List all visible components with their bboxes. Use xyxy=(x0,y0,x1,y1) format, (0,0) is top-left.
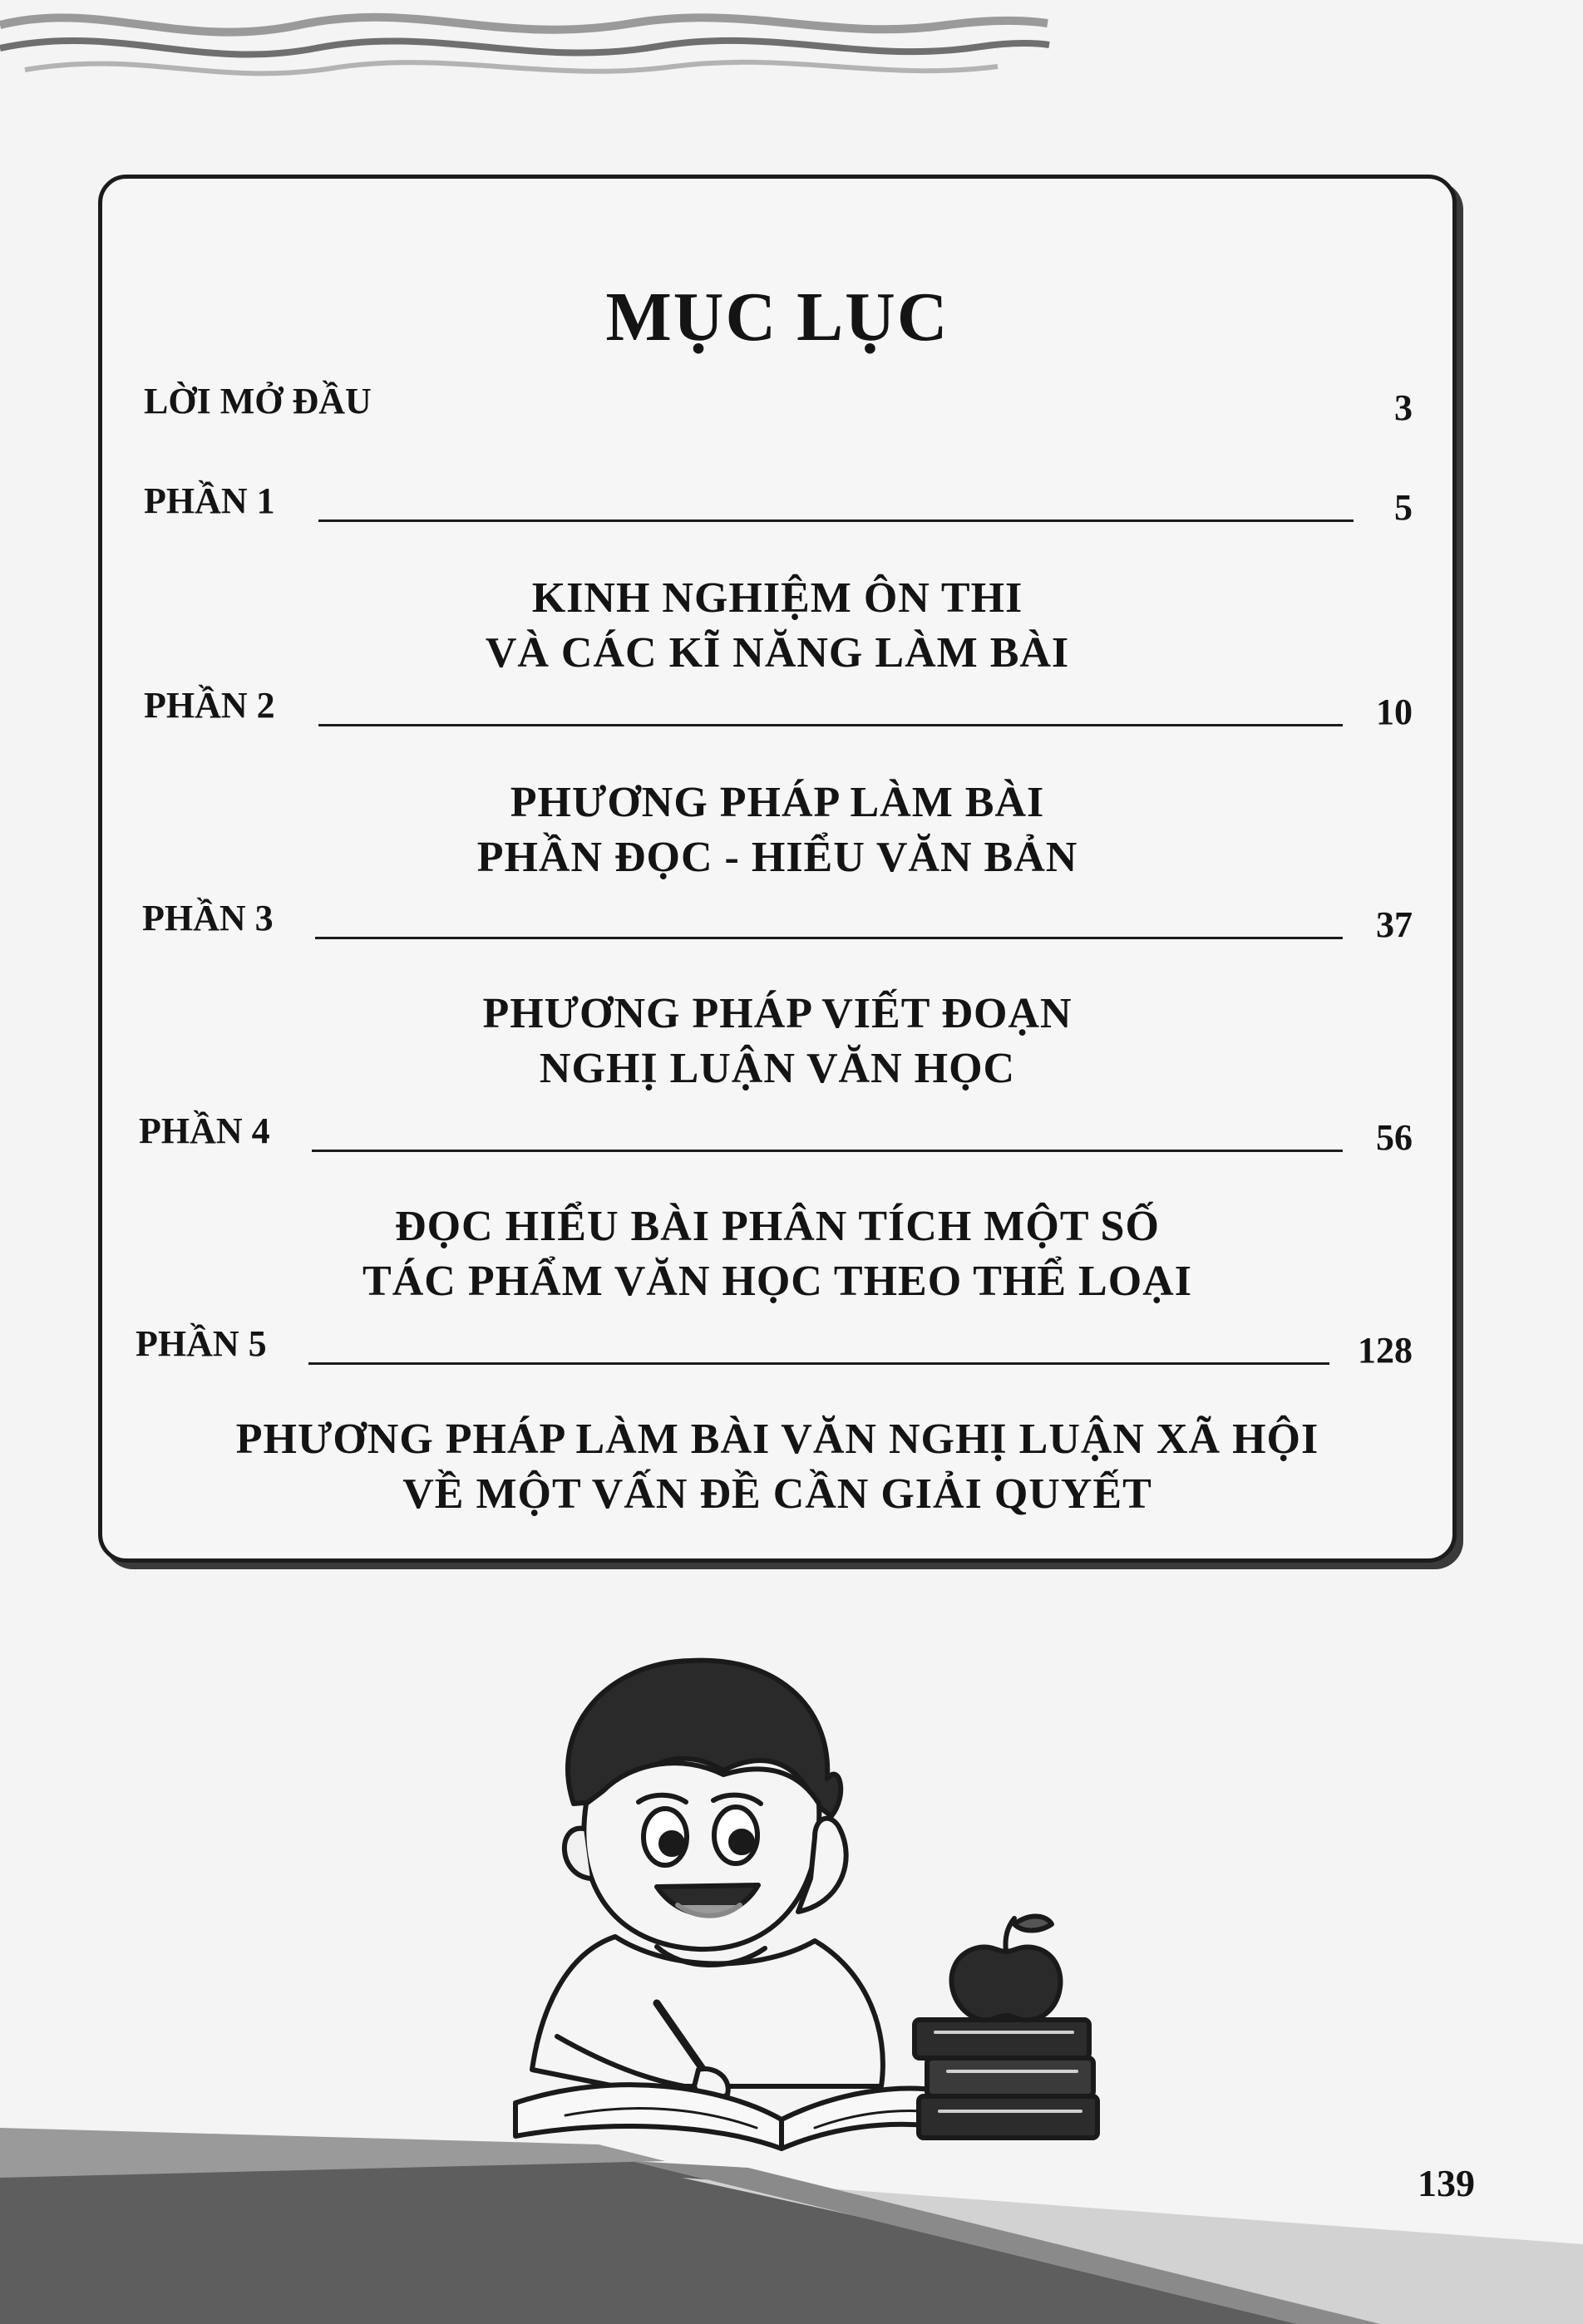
toc-part-4-title-line-2: TÁC PHẨM VĂN HỌC THEO THỂ LOẠI xyxy=(362,1258,1192,1305)
toc-title: MỤC LỤC xyxy=(605,278,949,356)
toc-part-1-title xyxy=(102,571,1452,681)
table-of-contents-box xyxy=(98,175,1457,1563)
toc-part-5-title xyxy=(102,1412,1452,1522)
toc-part-1-label: PHẦN 1 xyxy=(144,480,275,521)
toc-part-4-title-line-1: ĐỌC HIỂU BÀI PHÂN TÍCH MỘT SỐ xyxy=(395,1203,1160,1250)
toc-part-3-title xyxy=(102,987,1452,1096)
toc-part-1-title-line-1: KINH NGHIỆM ÔN THI xyxy=(531,574,1023,622)
toc-part-4-label: PHẦN 4 xyxy=(139,1110,270,1151)
toc-part-5-label: PHẦN 5 xyxy=(136,1323,267,1364)
toc-part-5-title-line-2: VỀ MỘT VẤN ĐỀ CẦN GIẢI QUYẾT xyxy=(402,1470,1152,1518)
toc-part-4-title xyxy=(102,1199,1452,1309)
toc-part-4-page: 56 xyxy=(1376,1117,1413,1158)
toc-intro-label: LỜI MỞ ĐẦU xyxy=(144,381,372,421)
toc-part-5-title-line-1: PHƯƠNG PHÁP LÀM BÀI VĂN NGHỊ LUẬN XÃ HỘI xyxy=(235,1416,1319,1463)
boy-studying-with-books-and-apple-icon xyxy=(449,1637,1114,2153)
toc-part-2-title xyxy=(102,775,1452,885)
toc-part-3-leader-line xyxy=(315,937,1343,939)
toc-part-1-page: 5 xyxy=(1394,487,1413,528)
page-number: 139 xyxy=(1418,2162,1475,2204)
toc-part-1-leader-line xyxy=(318,519,1354,522)
toc-part-5-page: 128 xyxy=(1358,1330,1413,1371)
toc-part-3-label: PHẦN 3 xyxy=(142,898,274,938)
toc-part-3-title-line-1: PHƯƠNG PHÁP VIẾT ĐOẠN xyxy=(482,990,1073,1037)
toc-part-5-leader-line xyxy=(308,1362,1329,1365)
toc-part-2-leader-line xyxy=(318,724,1343,726)
toc-part-4-leader-line xyxy=(312,1150,1343,1152)
toc-part-2-title-line-1: PHƯƠNG PHÁP LÀM BÀI xyxy=(510,779,1045,826)
toc-part-2-page: 10 xyxy=(1376,692,1413,732)
toc-part-3-page: 37 xyxy=(1376,904,1413,945)
decorative-top-waves xyxy=(0,0,1583,91)
toc-part-1-title-line-2: VÀ CÁC KĨ NĂNG LÀM BÀI xyxy=(485,629,1070,677)
toc-part-3-title-line-2: NGHỊ LUẬN VĂN HỌC xyxy=(539,1045,1016,1092)
toc-part-2-label: PHẦN 2 xyxy=(144,685,275,726)
decorative-bottom-band xyxy=(0,2128,1583,2324)
toc-intro-page: 3 xyxy=(1394,387,1413,428)
toc-part-2-title-line-2: PHẦN ĐỌC - HIỂU VĂN BẢN xyxy=(476,834,1078,881)
